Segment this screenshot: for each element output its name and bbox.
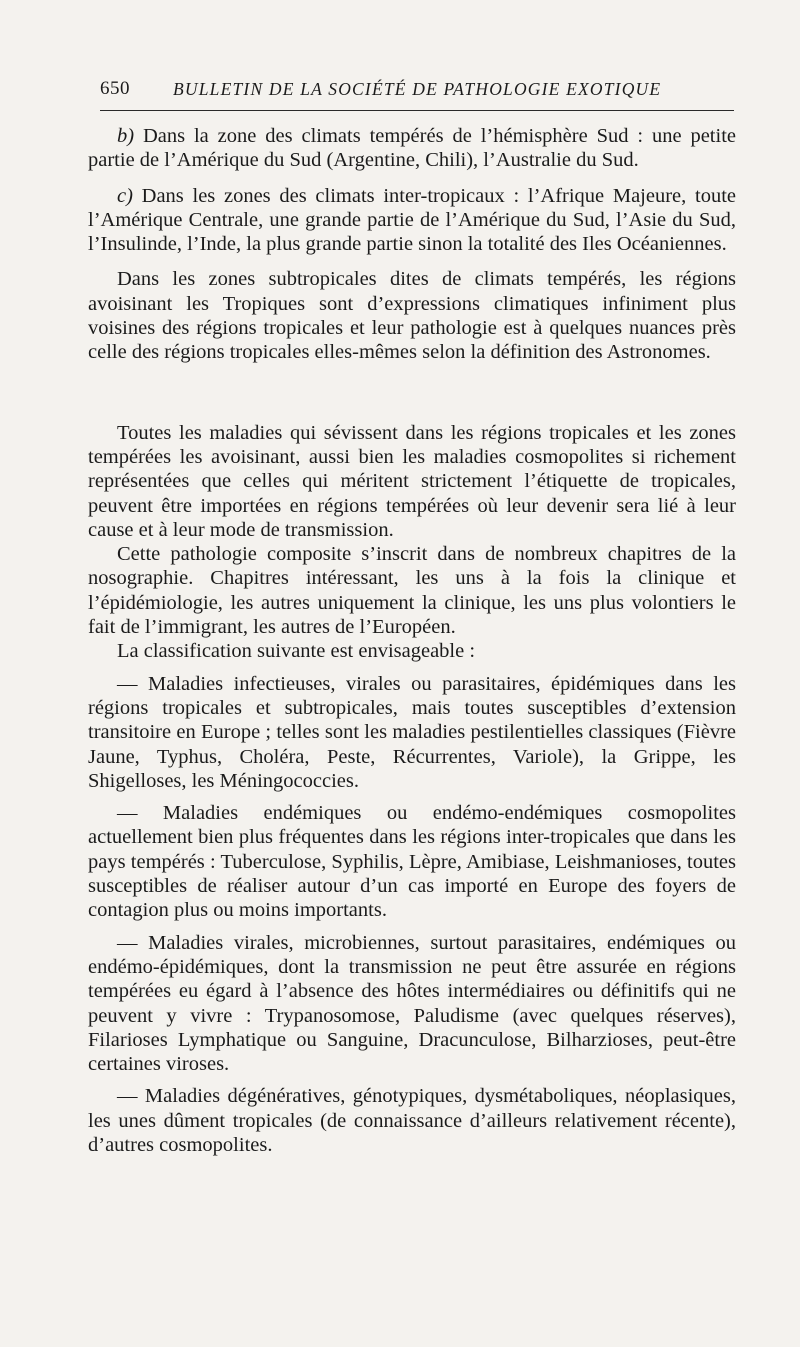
page-header (100, 78, 734, 108)
running-title: BULLETIN DE LA SOCIÉTÉ DE PATHOLOGIE EXOTIQUE (173, 79, 662, 99)
paragraph-all-diseases: Toutes les maladies qui sévissent dans les régions tropicales et les zones tempérées les avoisinant, aussi bien les maladies cosmopolites si richement représentées que celles qui méritent strictement l’étiquette de tropicales, peuvent être importées en régions tempérées où leur devenir sera lié à leur cause et à leur mode de transmission. (88, 421, 736, 541)
classification-item-4: — Maladies dégénératives, génotypiques, dysmétaboliques, néoplasiques, les unes dûment tropicales (de connaissance d’ailleurs relativement récente), d’autres cosmopolites. (88, 1085, 736, 1156)
paragraph-c (88, 184, 736, 257)
classification-item-3: — Maladies virales, microbiennes, surtout parasitaires, endémiques ou endémo-épidémiques, dont la transmission ne peut être assurée en régions tempérées eu égard à l’absence des hôtes intermédiaires ou définitifs qui ne peuvent y vivre : Trypanosomose, Paludisme (avec quelques réserves), Filarioses Lymphatique ou Sanguine, Dracunculose, Bilharzioses, peut-être certaines viroses. (88, 931, 736, 1076)
paragraph-b (88, 124, 736, 173)
paragraph-classification-intro: La classification suivante est envisageable : (117, 640, 476, 663)
list-label: c) (117, 184, 133, 207)
classification-item-1: — Maladies infectieuses, virales ou parasitaires, épidémiques dans les régions tropicales et subtropicales, mais toutes susceptibles d’extension transitoire en Europe ; telles sont les maladies pestilentielles classiques (Fièvre Jaune, Typhus, Choléra, Peste, Récurrentes, Variole), la Grippe, les Shigelloses, les Méningococcies. (88, 672, 736, 792)
paragraph-composite: Cette pathologie composite s’inscrit dans de nombreux chapitres de la nosographie. Chapitres intéressant, les uns à la fois la clinique et l’épidémiologie, les autres uniquement la clinique, les uns plus volontiers le fait de l’immigrant, les autres de l’Européen. (88, 543, 736, 639)
list-label: b) (117, 125, 135, 147)
header-rule (100, 110, 734, 111)
paragraph-text: Dans les zones des climats inter-tropicaux : l’Afrique Majeure, toute l’Amérique Centrale, une grande partie de l’Amérique du Sud, l’Asie du Sud, l’Insulinde, l’Inde, la plus grande partie sinon la totalité des Iles Océaniennes. (88, 184, 736, 256)
paragraph-subtropical: Dans les zones subtropicales dites de climats tempérés, les régions avoisinant les Tropiques sont d’expressions climatiques infiniment plus voisines des régions tropicales et leur pathologie est à quelques nuances près celle des régions tropicales elles-mêmes selon la définition des Astronomes. (88, 268, 736, 364)
body-text (88, 124, 736, 1157)
classification-item-2: — Maladies endémiques ou endémo-endémiques cosmopolites actuellement bien plus fréquentes dans les régions inter-tropicales que dans les pays tempérés : Tuberculose, Syphilis, Lèpre, Amibiase, Leishmanioses, toutes susceptibles de réaliser autour d’un cas importé en Europe des foyers de contagion plus ou moins importants. (88, 802, 736, 922)
page-number: 650 (100, 78, 130, 99)
paragraph-text: Dans la zone des climats tempérés de l’hémisphère Sud : une petite partie de l’Amérique du Sud (Argentine, Chili), l’Australie du Sud. (88, 125, 736, 172)
